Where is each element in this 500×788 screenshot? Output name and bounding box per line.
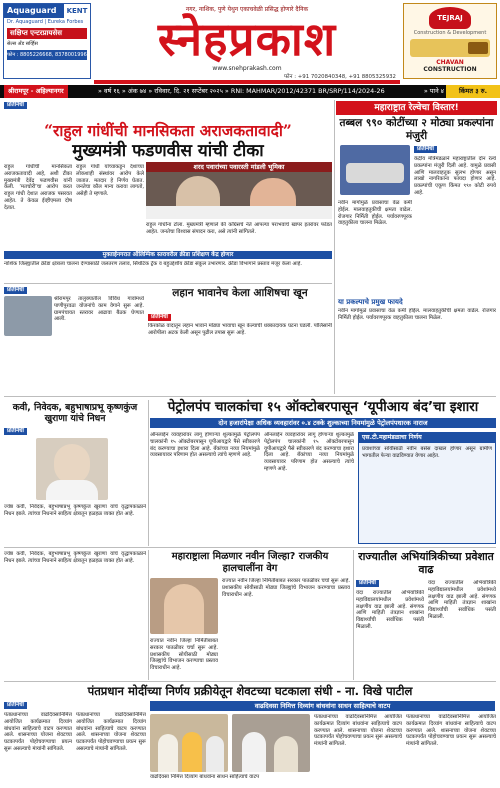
train-photo xyxy=(340,145,410,195)
poet-portrait xyxy=(36,438,108,500)
petrol-text-col2: ऑनलाईन व्यवहारांवर लागू होणाऱ्या शुल्कामुळे पेट्रोलपंप चालकांनी १५ ऑक्टोबरपासून यूपीआयद्वारे पैसे स्वीकारणे बंद करण्याचा इशारा दिला आहे. बँकांच्या नव्या नियमांमुळे व्यवसायावर परिणाम होत असल्याचे त्यांचे म्हणणे आहे. xyxy=(264,432,354,472)
engineering-text-col1: यंदा राज्यातील अभियांत्रिकी महाविद्यालयांमधील प्रवेशांमध्ये लक्षणीय वाढ झाली आहे. संगणक आणि माहिती तंत्रज्ञान शाखांना विद्यार्थ्यांची सर्वाधिक पसंती मिळाली. xyxy=(356,590,424,630)
byline-badge: प्रतिनिधी xyxy=(356,580,379,587)
title-block xyxy=(94,0,400,82)
row-divider xyxy=(4,283,332,284)
event-photo-2 xyxy=(232,714,310,772)
railway-text-right: केंद्रीय मंत्रिमंडळाने महाराष्ट्रातील दोन रेल्वे प्रकल्पांना मंजुरी दिली आहे. यामुळे प्रवासी आणि मालवाहतूक सुलभ होणार असून लाखो नागरिकांना फायदा होणार आहे. प्रकल्पांची एकूण किंमत ९९० कोटी रुपये आहे. xyxy=(414,156,496,196)
train-icon xyxy=(346,163,404,183)
ad-company: CHAVAN xyxy=(436,59,464,66)
pm-text-col2: पंतप्रधानांच्या वाढदिवसानिमित्त आयोजित कार्यक्रमात दिव्यांग बांधवांना साहित्याचे वाटप करण्यात आले. शासनाच्या योजना शेवटच्या घटकापर्यंत पोहोचवण्याचा प्रयत्न सुरू असल्याचे मंत्र्यांनी सांगितले. xyxy=(76,712,146,752)
lead-strip-text: नाशिक जिल्ह्यातील क्रीडा क्षेत्राला चालना देण्यासाठी जलतरण तलाव, सिंथेटिक ट्रॅक व बहुउद्देशीय क्रीडा संकुल उभारणार. क्रीडा विभागाने प्रस्ताव मंजूर केला आहे. xyxy=(4,261,303,267)
person-figure xyxy=(242,732,266,772)
district-headline: महाराष्ट्राला मिळणार नवीन जिल्हा? राजकीय हालचालींना वेग xyxy=(171,551,329,574)
district-text-extra: राज्यात नवीन जिल्हा निर्मितीबाबत सरकार पातळीवर चर्चा सुरू आहे. प्रशासकीय सोयीसाठी मोठ्या जिल्ह्यांचे विभाजन करण्याचा प्रस्ताव विचाराधीन आहे. xyxy=(150,638,218,672)
header-ribbon xyxy=(94,80,400,84)
person-figure xyxy=(46,480,98,500)
column-divider xyxy=(148,550,149,680)
newspaper-title: स्नेहप्रकाश xyxy=(157,12,337,66)
lead-headline: “राहुल गांधींची मानसिकता अराजकतावादी” xyxy=(44,121,292,140)
railway-headline: तब्बल ९९० कोटींच्या २ मोठ्या प्रकल्पांना मंजुरी xyxy=(339,117,494,142)
byline-badge: प्रतिनिधी xyxy=(414,146,437,153)
byline-badge: प्रतिनिधी xyxy=(4,287,27,294)
ad-subtitle: Construction & Development xyxy=(413,30,487,36)
website-link[interactable]: www.snehprakash.com xyxy=(212,65,282,72)
person-figure xyxy=(206,736,224,772)
photo-base xyxy=(146,206,332,219)
engineering-text-col2: यंदा राज्यातील अभियांत्रिकी महाविद्यालयांमधील प्रवेशांमध्ये लक्षणीय वाढ झाली आहे. संगणक आणि माहिती तंत्रज्ञान शाखांना विद्यार्थ्यांची सर्वाधिक पसंती मिळाली. xyxy=(428,580,496,620)
photo-caption: शरद पवारांच्या पवारस्ती मांडली भूमिका xyxy=(146,162,332,172)
edition-place: श्रीरामपूर - अहिल्यानगर xyxy=(4,85,68,98)
engineering-headline: राज्यातील अभियांत्रिकीच्या प्रवेशात वाढ xyxy=(358,550,494,576)
page-count: » पाने ४ xyxy=(423,87,444,95)
ad-brand-secondary: KENT xyxy=(64,4,90,18)
column-divider xyxy=(334,100,335,394)
railway-banner: महाराष्ट्रात रेल्वेचा विस्तार! xyxy=(336,101,497,115)
left-column-text: श्रीरामपूर तालुक्यातील विविध गावांमध्ये पाणीपुरवठा योजनांचे काम वेगाने सुरू आहे. ग्रामपंचायत स्तरावर आढावा बैठक घेण्यात आली. xyxy=(54,296,144,323)
pm-text-col3: पंतप्रधानांच्या वाढदिवसानिमित्त आयोजित कार्यक्रमात दिव्यांग बांधवांना साहित्याचे वाटप करण्यात आले. शासनाच्या योजना शेवटच्या घटकापर्यंत पोहोचवण्याचा प्रयत्न सुरू असल्याचे मंत्र्यांनी सांगितले. xyxy=(314,714,402,748)
obituary-text: ज्येष्ठ कवी, निवेदक, बहुभाषाप्रभू कृष्णकुंज खुराणा यांचे वृद्धापकाळाने निधन झाले. त्यांच्या निधनाने साहित्य क्षेत्रातून हळहळ व्यक्त होत आहे. xyxy=(4,504,146,517)
pm-strip: वाढदिवसा निमित्त दिव्यांग बांधवांना साधन साहित्याचे वाटप xyxy=(150,701,495,711)
crime-text: किरकोळ वादातून लहान भावाने मोठ्या भावाचा खून केल्याची धक्कादायक घटना घडली. पोलिसांनी आरोपीला अटक केली असून पुढील तपास सुरू आहे. xyxy=(148,323,332,336)
advertisement-water-purifier[interactable] xyxy=(3,3,91,79)
info-box-text: प्रवाशांच्या सोयीसाठी नवीन बसेस दाखल होणार असून ग्रामीण भागातील फेऱ्या वाढविण्यात येणार आहेत. xyxy=(362,446,492,459)
lead-text-col2: राहुल गांधी यांच्याकडून देशाच्या लोकशाही संस्थांवर आरोप केले जातात. मतदार हे निर्णय घेतात. जनतेचा कौल मान्य करावा लागतो, असेही ते म्हणाले. xyxy=(76,164,144,198)
ad-shop-name: सक्षिप्त एन्टरप्रायसेस xyxy=(7,28,87,39)
advertisement-construction[interactable] xyxy=(403,3,497,79)
district-photo xyxy=(150,578,218,634)
person-figure xyxy=(274,736,298,772)
info-box xyxy=(358,432,496,544)
obituary-headline: कवी, निवेदक, बहुभाषाप्रभू कृष्णकुंज खुराणा यांचे निधन xyxy=(12,402,138,424)
byline-badge: प्रतिनिधी xyxy=(4,702,27,709)
edition-details: » वर्ष १६ » अंक ७४ » रविवार, दि. २१ सप्टेंबर २०२५ » RNI: MAHMAR/2012/42371 BR/SRP/114/2024-26 xyxy=(98,87,385,95)
lead-text-col3: राहुल गांधींना टोला. मुख्यमंत्री म्हणाले की काँग्रेसचे नेते आपल्या पराभवाचे खापर इतरांवर फोडत आहेत. जनतेचा विश्वास संपादन करा, असे त्यांनी सांगितले. xyxy=(146,222,332,235)
person-figure xyxy=(158,734,178,772)
lead-text-col1: राहुल गांधीची मानसिकता अराजकतावादी आहे, अशी टीका मुख्यमंत्री देवेंद्र फडणवीस यांनी केली. ‘मतचोरी’चा आरोप करत राहुल गांधी देशात अराजक पसरवत आहेत. ते केवळ ईव्हीएमला दोष देतात. xyxy=(4,164,72,211)
petrol-text-col1: ऑनलाईन व्यवहारांवर लागू होणाऱ्या शुल्कामुळे पेट्रोलपंप चालकांनी १५ ऑक्टोबरपासून यूपीआयद्वारे पैसे स्वीकारणे बंद करण्याचा इशारा दिला आहे. बँकांच्या नव्या नियमांमुळे व्यवसायावर परिणाम होत असल्याचे त्यांचे म्हणणे आहे. xyxy=(150,432,260,459)
petrol-strip: दोन हजारांपेक्षा अधिक व्यवहारांवर ०.४ टक्के शुल्काच्या नियमांमुळे पेट्रोलपंपधारक नाराज xyxy=(150,418,496,428)
pm-text-col4: पंतप्रधानांच्या वाढदिवसानिमित्त आयोजित कार्यक्रमात दिव्यांग बांधवांना साहित्याचे वाटप करण्यात आले. शासनाच्या योजना शेवटच्या घटकापर्यंत पोहोचवण्याचा प्रयत्न सुरू असल्याचे मंत्र्यांनी सांगितले. xyxy=(406,714,496,748)
poet-continued-text: ज्येष्ठ कवी, निवेदक, बहुभाषाप्रभू कृष्णकुंज खुराणा यांचे वृद्धापकाळाने निधन झाले. त्यांच्या निधनाने साहित्य क्षेत्रातून हळहळ व्यक्त होत आहे. xyxy=(4,551,146,564)
person-figure xyxy=(182,732,202,772)
event-caption: वाढदिवसा निमित्त दिव्यांग बांधवांना साधन साहित्याचे वाटप xyxy=(150,774,260,780)
event-photo-1 xyxy=(150,714,228,772)
row-divider xyxy=(4,681,496,682)
ad-phone-strip: फोन : +91 7020840348, +91 8805325932 xyxy=(284,74,396,80)
pm-text-col1: पंतप्रधानांच्या वाढदिवसानिमित्त आयोजित कार्यक्रमात दिव्यांग बांधवांना साहित्याचे वाटप करण्यात आले. शासनाच्या योजना शेवटच्या घटकापर्यंत पोहोचवण्याचा प्रयत्न सुरू असल्याचे मंत्र्यांनी सांगितले. xyxy=(4,712,72,752)
ad-subtitle: Dr. Aquaguard | Eureka Forbes xyxy=(7,19,84,25)
ad-phone: फोन : 8805226668, 8378001996 xyxy=(7,52,87,58)
pm-headline: पंतप्रधान मोदींच्या निर्णय प्रक्रीयेतून शेवटच्या घटकाला संधी - ना. विखे पाटील xyxy=(87,684,413,698)
lead-blue-strip: मुक्ताईनगरात ऑलिम्पिक स्तरावरील क्रीडा प्रशिक्षण केंद्र होणार xyxy=(4,251,332,259)
row-divider xyxy=(4,547,496,548)
lead-photo xyxy=(146,162,332,219)
crime-headline: लहान भावानेच केला आशिषचा खून xyxy=(172,287,308,299)
ad-service-line: सेल्स अँड सर्व्हिस xyxy=(7,41,38,47)
masthead xyxy=(0,0,500,82)
tagline: नगर, नाशिक, पुणे येथुन एकाचवेळी प्रसिद्ध होणारे दैनिक xyxy=(185,6,309,13)
ad-logo: TEJRAJ xyxy=(429,7,471,29)
person-figure xyxy=(164,584,204,634)
district-text: राज्यात नवीन जिल्हा निर्मितीबाबत सरकार पातळीवर चर्चा सुरू आहे. प्रशासकीय सोयीसाठी मोठ्या जिल्ह्यांचे विभाजन करण्याचा प्रस्ताव विचाराधीन आहे. xyxy=(222,578,350,598)
column-divider xyxy=(148,400,149,546)
railway-text-left: नवीन मार्गामुळे प्रवासाचा वेळ कमी होईल. मालवाहतुकीची क्षमता वाढेल. रोजगार निर्मिती होईल. पर्यावरणपूरक वाहतुकीला चालना मिळेल. xyxy=(338,200,412,227)
truck-icon xyxy=(410,39,490,57)
person-figure xyxy=(54,444,90,484)
railway-subhead: या प्रकल्पाचे प्रमुख फायदे xyxy=(338,298,403,306)
byline-badge: प्रतिनिधी xyxy=(148,314,171,321)
info-box-title: एस.टी.महामंडळाचा निर्णय xyxy=(359,433,495,443)
price-badge: किंमत ३ रु. xyxy=(446,85,500,98)
edition-info-bar xyxy=(0,85,500,98)
petrol-headline: पेट्रोलपंप चालकांचा १५ ऑक्टोबरपासून ‘यूपीआय बंद’चा इशारा xyxy=(167,399,479,415)
lead-subheadline: मुख्यमंत्री फडणवीस यांची टीका xyxy=(72,141,264,161)
column-divider xyxy=(353,550,354,680)
byline-badge: प्रतिनिधी xyxy=(4,102,27,109)
byline-badge: प्रतिनिधी xyxy=(4,428,27,435)
ad-company-type: CONSTRUCTION xyxy=(423,66,477,73)
row-divider xyxy=(4,396,496,397)
railway-points: नवीन मार्गामुळे प्रवासाचा वेळ कमी होईल. मालवाहतुकीची क्षमता वाढेल. रोजगार निर्मिती होईल. पर्यावरणपूरक वाहतुकीला चालना मिळेल. xyxy=(338,308,496,321)
news-photo xyxy=(4,296,52,336)
ad-brand: Aquaguard xyxy=(4,4,90,18)
